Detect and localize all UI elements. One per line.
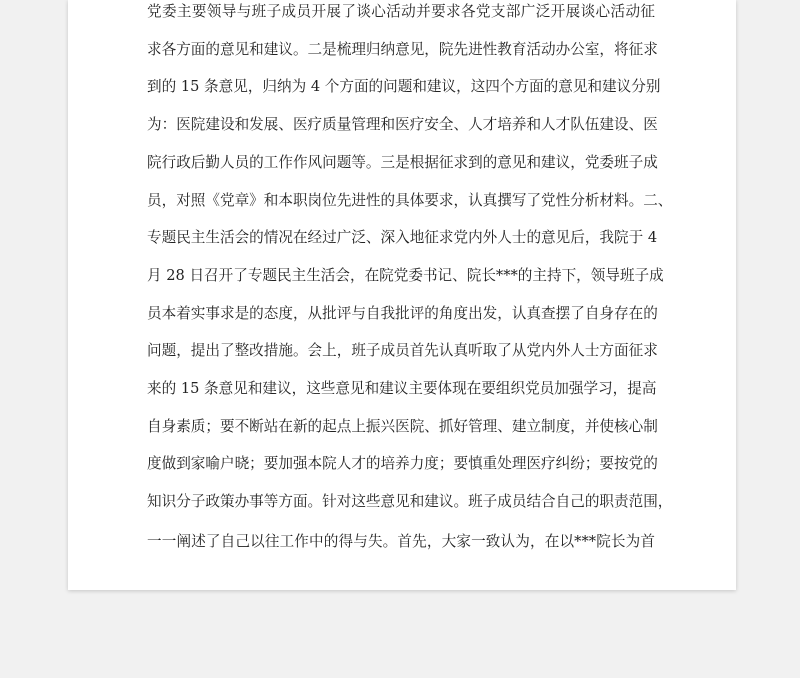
text-line: 员，对照《党章》和本职岗位先进性的具体要求，认真撰写了党性分析材料。二、 [147, 191, 673, 209]
text-line: 月 28 日召开了专题民主生活会，在院党委书记、院长***的主持下，领导班子成 [147, 266, 664, 284]
text-line: 度做到家喻户晓；要加强本院人才的培养力度；要慎重处理医疗纠纷；要按党的 [147, 455, 658, 473]
text-line: 员本着实事求是的态度，从批评与自我批评的角度出发，认真查摆了自身存在的 [147, 304, 658, 322]
text-line: 党委主要领导与班子成员开展了谈心活动并要求各党支部广泛开展谈心活动征 [147, 3, 655, 20]
text-line: 专题民主生活会的情况在经过广泛、深入地征求党内外人士的意见后，我院于 4 [147, 229, 658, 247]
text-line: 问题，提出了整改措施。会上，班子成员首先认真听取了从党内外人士方面征求 [147, 342, 658, 360]
text-line: 到的 15 条意见，归纳为 4 个方面的问题和建议，这四个方面的意见和建议分别 [147, 78, 661, 96]
text-line: 一一阐述了自己以往工作中的得与失。首先，大家一致认为，在以***院长为首 [147, 532, 655, 550]
text-line: 来的 15 条意见和建议，这些意见和建议主要体现在要组织党员加强学习，提高 [147, 380, 657, 397]
text-line: 知识分子政策办事等方面。针对这些意见和建议。班子成员结合自己的职责范围， [147, 493, 673, 511]
text-line: 求各方面的意见和建议。二是梳理归纳意见，院先进性教育活动办公室，将征求 [147, 40, 658, 58]
document-page [68, 0, 736, 590]
text-line: 为：医院建设和发展、医疗质量管理和医疗安全、人才培养和人才队伍建设、医 [147, 116, 658, 134]
text-line: 自身素质；要不断站在新的起点上振兴医院、抓好管理、建立制度，并使核心制 [147, 417, 658, 435]
text-line: 院行政后勤人员的工作作风问题等。三是根据征求到的意见和建议，党委班子成 [147, 153, 658, 171]
